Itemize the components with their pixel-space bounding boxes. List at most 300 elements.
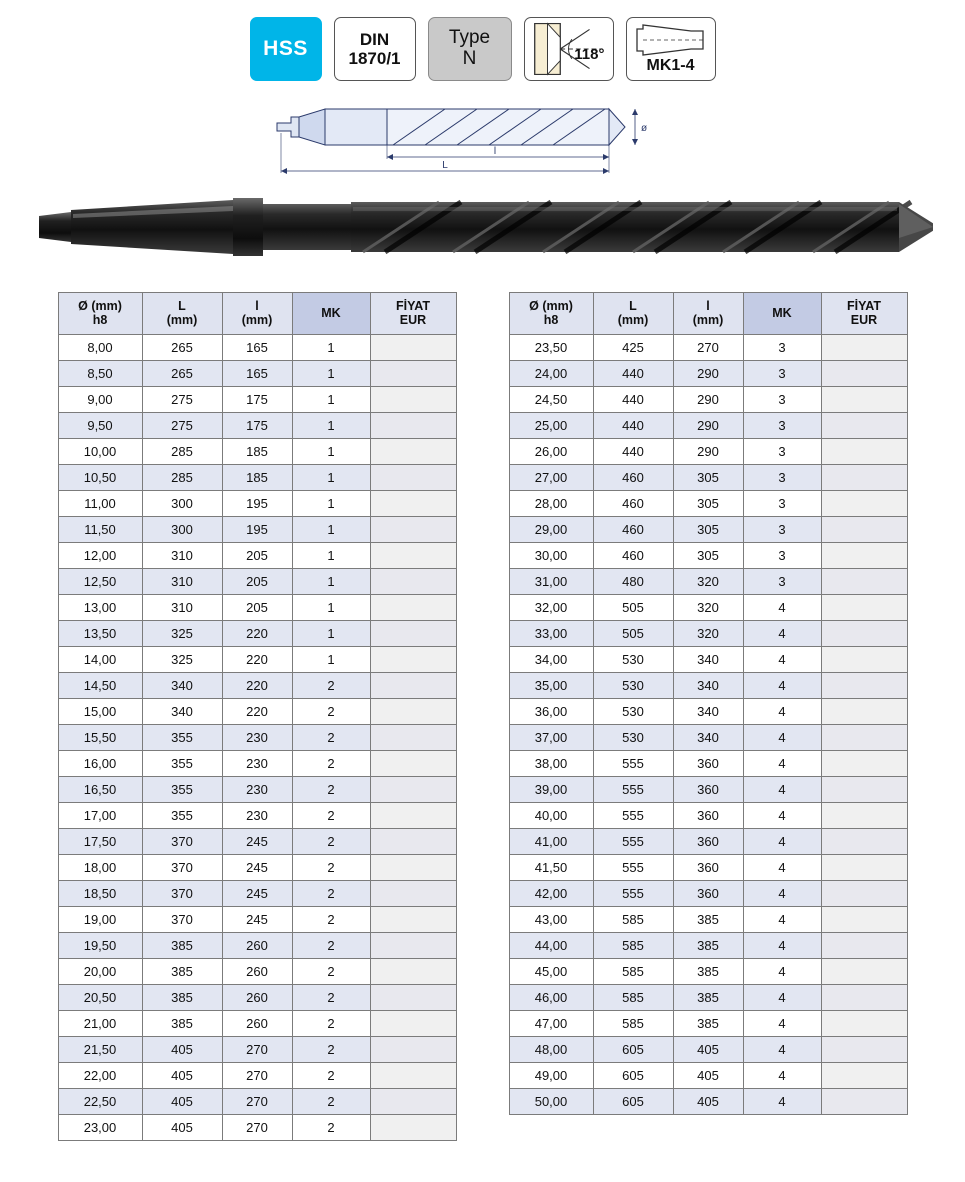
cell-mk: 4 <box>743 802 821 828</box>
cell-diameter: 41,50 <box>509 854 593 880</box>
cell-total-length: 440 <box>593 386 673 412</box>
header-price-line2: EUR <box>850 313 878 328</box>
cell-diameter: 9,50 <box>58 412 142 438</box>
cell-flute-length: 175 <box>222 386 292 412</box>
cell-flute-length: 245 <box>222 880 292 906</box>
table-row <box>58 360 456 386</box>
cell-price[interactable] <box>821 516 907 542</box>
cell-mk: 1 <box>292 516 370 542</box>
cell-price[interactable] <box>821 438 907 464</box>
table-row <box>509 776 907 802</box>
cell-price[interactable] <box>821 412 907 438</box>
cell-diameter: 31,00 <box>509 568 593 594</box>
cell-price[interactable] <box>370 464 456 490</box>
cell-diameter: 23,00 <box>58 1114 142 1140</box>
cell-flute-length: 230 <box>222 802 292 828</box>
cell-price[interactable] <box>821 1088 907 1114</box>
header-diameter <box>509 293 593 335</box>
twist-drill-photo-icon <box>33 180 933 276</box>
cell-flute-length: 385 <box>673 932 743 958</box>
badge-din <box>334 17 416 81</box>
cell-flute-length: 385 <box>673 906 743 932</box>
cell-flute-length: 270 <box>222 1036 292 1062</box>
cell-flute-length: 305 <box>673 464 743 490</box>
cell-flute-length: 320 <box>673 594 743 620</box>
cell-price[interactable] <box>370 1062 456 1088</box>
cell-diameter: 18,00 <box>58 854 142 880</box>
table-row <box>509 516 907 542</box>
cell-flute-length: 405 <box>673 1062 743 1088</box>
cell-price[interactable] <box>821 1062 907 1088</box>
table-row <box>509 490 907 516</box>
cell-mk: 1 <box>292 542 370 568</box>
cell-diameter: 41,00 <box>509 828 593 854</box>
cell-flute-length: 290 <box>673 412 743 438</box>
cell-total-length: 275 <box>142 386 222 412</box>
cell-price[interactable] <box>370 438 456 464</box>
cell-mk: 2 <box>292 854 370 880</box>
cell-diameter: 8,00 <box>58 334 142 360</box>
table-row <box>58 750 456 776</box>
cell-mk: 4 <box>743 724 821 750</box>
cell-mk: 2 <box>292 698 370 724</box>
cell-total-length: 440 <box>593 412 673 438</box>
cell-flute-length: 360 <box>673 854 743 880</box>
cell-flute-length: 185 <box>222 464 292 490</box>
cell-diameter: 14,50 <box>58 672 142 698</box>
cell-diameter: 49,00 <box>509 1062 593 1088</box>
cell-flute-length: 165 <box>222 334 292 360</box>
cell-price[interactable] <box>370 1088 456 1114</box>
table-row <box>509 386 907 412</box>
cell-total-length: 585 <box>593 958 673 984</box>
cell-price[interactable] <box>821 334 907 360</box>
cell-mk: 4 <box>743 854 821 880</box>
header-mk: MK <box>292 293 370 335</box>
cell-price[interactable] <box>821 750 907 776</box>
cell-total-length: 405 <box>142 1062 222 1088</box>
cell-price[interactable] <box>370 1114 456 1140</box>
cell-mk: 1 <box>292 620 370 646</box>
header-price <box>370 293 456 335</box>
table-row <box>509 854 907 880</box>
cell-price[interactable] <box>821 360 907 386</box>
cell-flute-length: 220 <box>222 646 292 672</box>
header-L-line1: L <box>178 299 186 313</box>
cell-total-length: 555 <box>593 828 673 854</box>
table-row <box>509 334 907 360</box>
cell-diameter: 10,50 <box>58 464 142 490</box>
table-header-row <box>509 293 907 335</box>
table-row <box>509 984 907 1010</box>
cell-price[interactable] <box>821 724 907 750</box>
cell-mk: 2 <box>292 1062 370 1088</box>
cell-flute-length: 290 <box>673 360 743 386</box>
cell-price[interactable] <box>821 906 907 932</box>
cell-diameter: 28,00 <box>509 490 593 516</box>
table-row <box>58 724 456 750</box>
header-price-line1: FİYAT <box>395 299 431 313</box>
cell-mk: 4 <box>743 1088 821 1114</box>
cell-total-length: 325 <box>142 646 222 672</box>
cell-mk: 4 <box>743 1062 821 1088</box>
table-row <box>509 906 907 932</box>
cell-price[interactable] <box>370 568 456 594</box>
cell-flute-length: 405 <box>673 1036 743 1062</box>
cell-total-length: 555 <box>593 776 673 802</box>
badge-type-line2: N <box>462 48 477 69</box>
badge-hss <box>250 17 322 81</box>
cell-diameter: 13,00 <box>58 594 142 620</box>
cell-total-length: 355 <box>142 802 222 828</box>
cell-total-length: 385 <box>142 1010 222 1036</box>
cell-total-length: 460 <box>593 516 673 542</box>
cell-diameter: 19,00 <box>58 906 142 932</box>
cell-mk: 3 <box>743 568 821 594</box>
cell-diameter: 42,00 <box>509 880 593 906</box>
cell-price[interactable] <box>370 672 456 698</box>
cell-price[interactable] <box>370 1010 456 1036</box>
cell-price[interactable] <box>821 1010 907 1036</box>
cell-total-length: 370 <box>142 854 222 880</box>
cell-total-length: 530 <box>593 646 673 672</box>
cell-mk: 2 <box>292 958 370 984</box>
cell-price[interactable] <box>821 880 907 906</box>
cell-price[interactable] <box>370 1036 456 1062</box>
cell-mk: 3 <box>743 334 821 360</box>
cell-diameter: 45,00 <box>509 958 593 984</box>
cell-total-length: 325 <box>142 620 222 646</box>
cell-diameter: 16,50 <box>58 776 142 802</box>
cell-price[interactable] <box>821 386 907 412</box>
header-diameter-line1: Ø (mm) <box>529 299 573 313</box>
cell-diameter: 17,00 <box>58 802 142 828</box>
cell-flute-length: 320 <box>673 568 743 594</box>
cell-flute-length: 245 <box>222 854 292 880</box>
cell-total-length: 555 <box>593 880 673 906</box>
cell-flute-length: 205 <box>222 568 292 594</box>
cell-diameter: 8,50 <box>58 360 142 386</box>
cell-diameter: 25,00 <box>509 412 593 438</box>
cell-flute-length: 360 <box>673 750 743 776</box>
spec-table-left-body <box>58 334 456 1140</box>
table-row <box>509 568 907 594</box>
cell-mk: 4 <box>743 984 821 1010</box>
table-row <box>509 958 907 984</box>
cell-mk: 1 <box>292 386 370 412</box>
cell-flute-length: 230 <box>222 750 292 776</box>
cell-total-length: 460 <box>593 490 673 516</box>
cell-mk: 4 <box>743 776 821 802</box>
cell-mk: 2 <box>292 1036 370 1062</box>
cell-price[interactable] <box>821 984 907 1010</box>
header-total-length <box>593 293 673 335</box>
cell-total-length: 530 <box>593 698 673 724</box>
cell-flute-length: 340 <box>673 646 743 672</box>
cell-price[interactable] <box>821 646 907 672</box>
cell-total-length: 585 <box>593 1010 673 1036</box>
cell-price[interactable] <box>821 568 907 594</box>
cell-mk: 4 <box>743 698 821 724</box>
cell-price[interactable] <box>370 334 456 360</box>
cell-total-length: 300 <box>142 516 222 542</box>
cell-mk: 1 <box>292 438 370 464</box>
table-row <box>58 334 456 360</box>
cell-flute-length: 270 <box>673 334 743 360</box>
table-row <box>509 672 907 698</box>
header-diameter <box>58 293 142 335</box>
cell-total-length: 355 <box>142 776 222 802</box>
drill-dimension-drawing-icon <box>273 87 693 177</box>
cell-price[interactable] <box>370 724 456 750</box>
table-row <box>58 1088 456 1114</box>
cell-flute-length: 260 <box>222 958 292 984</box>
cell-diameter: 27,00 <box>509 464 593 490</box>
cell-price[interactable] <box>370 828 456 854</box>
cell-total-length: 440 <box>593 360 673 386</box>
cell-total-length: 405 <box>142 1114 222 1140</box>
cell-mk: 2 <box>292 672 370 698</box>
table-row <box>509 646 907 672</box>
cell-total-length: 355 <box>142 724 222 750</box>
cell-diameter: 44,00 <box>509 932 593 958</box>
table-row <box>509 412 907 438</box>
cell-flute-length: 305 <box>673 542 743 568</box>
header-total-length <box>142 293 222 335</box>
table-row <box>58 464 456 490</box>
header-l-line1: l <box>255 299 259 313</box>
cell-mk: 3 <box>743 438 821 464</box>
cell-mk: 4 <box>743 1036 821 1062</box>
cell-price[interactable] <box>370 698 456 724</box>
header-diameter-line2: h8 <box>543 313 559 328</box>
cell-diameter: 13,50 <box>58 620 142 646</box>
cell-price[interactable] <box>370 932 456 958</box>
cell-price[interactable] <box>821 490 907 516</box>
cell-price[interactable] <box>370 854 456 880</box>
table-row <box>509 438 907 464</box>
cell-price[interactable] <box>370 594 456 620</box>
spec-tables <box>0 292 965 1141</box>
cell-flute-length: 205 <box>222 594 292 620</box>
cell-price[interactable] <box>821 854 907 880</box>
table-row <box>509 1010 907 1036</box>
cell-flute-length: 195 <box>222 490 292 516</box>
cell-price[interactable] <box>370 386 456 412</box>
cell-mk: 4 <box>743 594 821 620</box>
cell-flute-length: 360 <box>673 776 743 802</box>
cell-mk: 1 <box>292 568 370 594</box>
cell-price[interactable] <box>370 360 456 386</box>
cell-mk: 3 <box>743 490 821 516</box>
cell-total-length: 605 <box>593 1088 673 1114</box>
cell-price[interactable] <box>821 464 907 490</box>
table-header-row <box>58 293 456 335</box>
cell-price[interactable] <box>370 620 456 646</box>
cell-price[interactable] <box>821 776 907 802</box>
cell-total-length: 285 <box>142 464 222 490</box>
cell-mk: 3 <box>743 412 821 438</box>
table-row <box>509 1036 907 1062</box>
table-row <box>509 360 907 386</box>
cell-total-length: 585 <box>593 906 673 932</box>
cell-diameter: 50,00 <box>509 1088 593 1114</box>
cell-price[interactable] <box>370 958 456 984</box>
header-mk: MK <box>743 293 821 335</box>
cell-price[interactable] <box>370 906 456 932</box>
cell-flute-length: 305 <box>673 516 743 542</box>
cell-flute-length: 260 <box>222 932 292 958</box>
cell-total-length: 555 <box>593 854 673 880</box>
table-row <box>58 672 456 698</box>
table-row <box>509 594 907 620</box>
cell-total-length: 425 <box>593 334 673 360</box>
cell-mk: 2 <box>292 828 370 854</box>
cell-diameter: 17,50 <box>58 828 142 854</box>
cell-diameter: 9,00 <box>58 386 142 412</box>
cell-price[interactable] <box>370 412 456 438</box>
table-row <box>58 386 456 412</box>
cell-total-length: 310 <box>142 542 222 568</box>
cell-price[interactable] <box>821 594 907 620</box>
cell-mk: 2 <box>292 750 370 776</box>
cell-flute-length: 165 <box>222 360 292 386</box>
table-row <box>509 828 907 854</box>
cell-mk: 2 <box>292 724 370 750</box>
cell-price[interactable] <box>821 672 907 698</box>
table-row <box>509 464 907 490</box>
header-l-line2: (mm) <box>692 313 724 328</box>
cell-diameter: 15,00 <box>58 698 142 724</box>
cell-mk: 2 <box>292 1088 370 1114</box>
header-l-line2: (mm) <box>241 313 273 328</box>
cell-price[interactable] <box>370 516 456 542</box>
cell-mk: 4 <box>743 880 821 906</box>
table-row <box>509 802 907 828</box>
cell-mk: 4 <box>743 906 821 932</box>
cell-price[interactable] <box>370 776 456 802</box>
cell-flute-length: 360 <box>673 802 743 828</box>
cell-total-length: 585 <box>593 984 673 1010</box>
cell-diameter: 35,00 <box>509 672 593 698</box>
spec-table-right-body <box>509 334 907 1114</box>
cell-total-length: 530 <box>593 724 673 750</box>
table-row <box>58 776 456 802</box>
cell-mk: 4 <box>743 620 821 646</box>
svg-text:L: L <box>441 160 448 171</box>
cell-diameter: 30,00 <box>509 542 593 568</box>
badge-mk-label: MK1-4 <box>646 57 695 74</box>
header-L-line2: (mm) <box>617 313 649 328</box>
cell-diameter: 43,00 <box>509 906 593 932</box>
cell-price[interactable] <box>821 1036 907 1062</box>
table-row <box>58 620 456 646</box>
cell-price[interactable] <box>821 932 907 958</box>
cell-total-length: 265 <box>142 334 222 360</box>
cell-mk: 3 <box>743 360 821 386</box>
badge-type <box>428 17 512 81</box>
cell-diameter: 21,50 <box>58 1036 142 1062</box>
header-diameter-line2: h8 <box>92 313 108 328</box>
cell-total-length: 355 <box>142 750 222 776</box>
cell-diameter: 11,50 <box>58 516 142 542</box>
cell-flute-length: 185 <box>222 438 292 464</box>
cell-diameter: 10,00 <box>58 438 142 464</box>
cell-mk: 1 <box>292 412 370 438</box>
cell-flute-length: 230 <box>222 724 292 750</box>
cell-mk: 3 <box>743 516 821 542</box>
svg-text:ø: ø <box>640 123 647 134</box>
cell-diameter: 12,00 <box>58 542 142 568</box>
cell-mk: 2 <box>292 906 370 932</box>
cell-mk: 2 <box>292 984 370 1010</box>
table-row <box>58 1062 456 1088</box>
cell-price[interactable] <box>821 698 907 724</box>
cell-mk: 4 <box>743 1010 821 1036</box>
cell-diameter: 39,00 <box>509 776 593 802</box>
cell-price[interactable] <box>370 646 456 672</box>
cell-price[interactable] <box>370 880 456 906</box>
cell-flute-length: 290 <box>673 438 743 464</box>
cell-diameter: 20,50 <box>58 984 142 1010</box>
table-row <box>509 1062 907 1088</box>
cell-total-length: 340 <box>142 698 222 724</box>
cell-flute-length: 220 <box>222 672 292 698</box>
cell-price[interactable] <box>821 958 907 984</box>
table-row <box>58 412 456 438</box>
header-L-line1: L <box>629 299 637 313</box>
cell-total-length: 505 <box>593 594 673 620</box>
header-flute-length <box>222 293 292 335</box>
cell-mk: 1 <box>292 334 370 360</box>
cell-diameter: 11,00 <box>58 490 142 516</box>
cell-mk: 1 <box>292 464 370 490</box>
cell-total-length: 340 <box>142 672 222 698</box>
cell-diameter: 12,50 <box>58 568 142 594</box>
cell-price[interactable] <box>821 620 907 646</box>
cell-diameter: 48,00 <box>509 1036 593 1062</box>
cell-price[interactable] <box>821 542 907 568</box>
table-row <box>58 1010 456 1036</box>
cell-mk: 3 <box>743 386 821 412</box>
cell-diameter: 47,00 <box>509 1010 593 1036</box>
cell-mk: 4 <box>743 828 821 854</box>
cell-total-length: 385 <box>142 932 222 958</box>
table-row <box>58 542 456 568</box>
cell-price[interactable] <box>370 984 456 1010</box>
cell-price[interactable] <box>821 828 907 854</box>
cell-total-length: 605 <box>593 1062 673 1088</box>
cell-flute-length: 385 <box>673 1010 743 1036</box>
cell-mk: 2 <box>292 1114 370 1140</box>
header-flute-length <box>673 293 743 335</box>
cell-flute-length: 230 <box>222 776 292 802</box>
cell-price[interactable] <box>370 802 456 828</box>
cell-mk: 4 <box>743 672 821 698</box>
cell-flute-length: 340 <box>673 698 743 724</box>
cell-price[interactable] <box>370 750 456 776</box>
badge-type-line1: Type <box>448 27 491 49</box>
cell-price[interactable] <box>370 490 456 516</box>
cell-total-length: 605 <box>593 1036 673 1062</box>
cell-diameter: 26,00 <box>509 438 593 464</box>
cell-price[interactable] <box>821 802 907 828</box>
cell-mk: 2 <box>292 880 370 906</box>
cell-mk: 1 <box>292 490 370 516</box>
cell-flute-length: 260 <box>222 1010 292 1036</box>
table-row <box>58 828 456 854</box>
cell-price[interactable] <box>370 542 456 568</box>
